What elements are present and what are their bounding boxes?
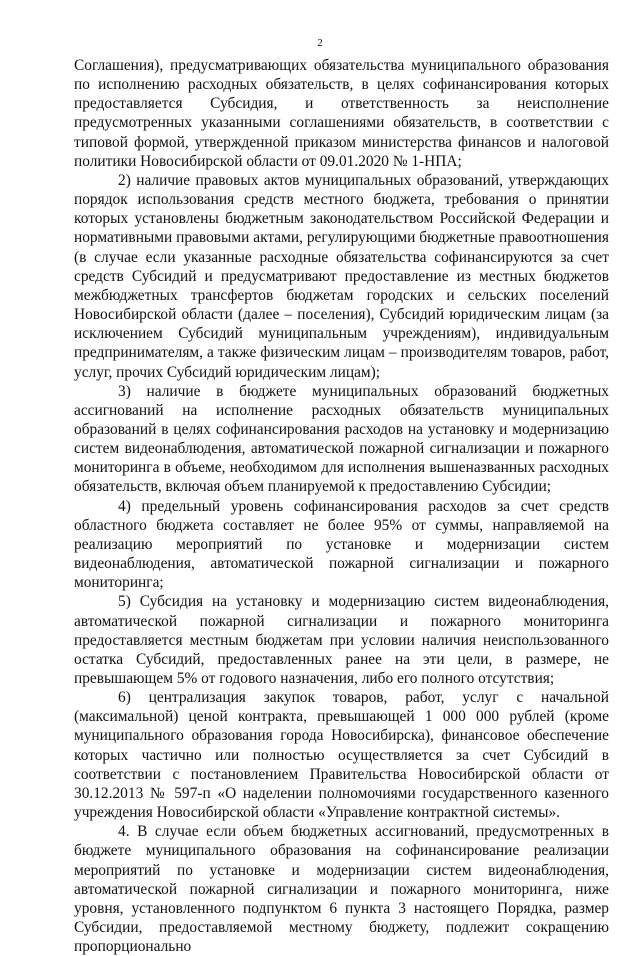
page-number: 2 — [317, 37, 323, 49]
document-body — [74, 56, 609, 956]
paragraph-item-3: 3) наличие в бюджете муниципальных образований бюджетных ассигнований на исполнение расходных обязательств муниципальных образований в целях софинансирования расходов на установку и модернизацию систем видеонаблюдения, автоматической пожарной сигнализации и пожарного мониторинга в объеме, необходимом для исполнения вышеназванных расходных обязательств, включая объем планируемой к предоставлению Субсидии; — [74, 382, 609, 496]
paragraph-continuation: Соглашения), предусматривающих обязательства муниципального образования по исполнению расходных обязательств, в целях софинансирования которых предоставляется Субсидия, и ответственность за неисполнение предусмотренных указанными соглашениями обязательств, в соответствии с типовой формой, утвержденной приказом министерства финансов и налоговой политики Новосибирской области от 09.01.2020 № 1-НПА; — [74, 57, 609, 170]
paragraph-item-4: 4) предельный уровень софинансирования расходов за счет средств областного бюджета составляет не более 95% от суммы, направляемой на реализацию мероприятий по установке и модернизации систем видеонаблюдения, автоматической пожарной сигнализации и пожарного мониторинга; — [74, 497, 609, 592]
paragraph-item-2: 2) наличие правовых актов муниципальных образований, утверждающих порядок использования средств местного бюджета, требования о принятии которых установлены бюджетным законодательством Российской Федерации и нормативными правовыми актами, регулирующими бюджетные правоотношения (в случае если указанные расходные обязательства софинансируются за счет средств Субсидий и предусматривают предоставление из местных бюджетов межбюджетных трансфертов бюджетам городских и сельских поселений Новосибирской области (далее – поселения), Субсидий юридическим лицам (за исключением Субсидий муниципальным учреждениям), индивидуальным предпринимателям, а также физическим лицам – производителям товаров, работ, услуг, прочих Субсидий юридическим лицам); — [74, 171, 609, 381]
paragraph-section-4: 4. В случае если объем бюджетных ассигнований, предусмотренных в бюджете муниципального образования на софинансирование реализации мероприятий по установке и модернизации систем видеонаблюдения, автоматической пожарной сигнализации и пожарного мониторинга, ниже уровня, установленного подпунктом 6 пункта 3 настоящего Порядка, размер Субсидии, предоставляемой местному бюджету, подлежит сокращению пропорционально — [74, 823, 609, 956]
paragraph-item-6: 6) централизация закупок товаров, работ, услуг с начальной (максимальной) ценой контракта, превышающей 1 000 000 рублей (кроме муниципального образования города Новосибирска), финансовое обеспечение которых частично или полностью осуществляется за счет Субсидий в соответствии с постановлением Правительства Новосибирской области от 30.12.2013 № 597-п «О наделении полномочиями государственного казенного учреждения Новосибирской области «Управление контрактной системы». — [74, 689, 609, 822]
paragraph-item-5: 5) Субсидия на установку и модернизацию систем видеонаблюдения, автоматической пожарной сигнализации и пожарного мониторинга предоставляется местным бюджетам при условии наличия неиспользованного остатка Субсидий, предоставленных ранее на эти цели, в размере, не превышающем 5% от годового назначения, либо его полного отсутствия; — [74, 593, 609, 687]
